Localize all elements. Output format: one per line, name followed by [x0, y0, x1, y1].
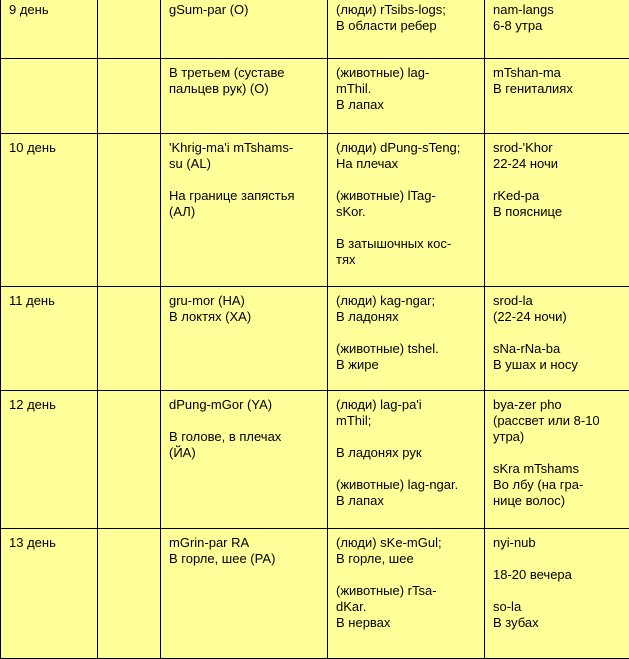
- cell-text: 11 день: [9, 293, 93, 309]
- cell-empty: [98, 529, 161, 659]
- cell-col5: [485, 59, 629, 134]
- paragraph-gap: [336, 429, 480, 445]
- cell-text-line: sKra mTshams: [493, 461, 625, 477]
- cell-day: [1, 529, 98, 659]
- cell-text-line: srod-la: [493, 293, 625, 309]
- cell-col4: [328, 134, 485, 287]
- paragraph-gap: [169, 172, 323, 188]
- paragraph-gap: [169, 413, 323, 429]
- cell-empty: [98, 391, 161, 529]
- cell-text-line: sKor.: [336, 204, 480, 220]
- cell-text-line: su (AL): [169, 156, 323, 172]
- cell-text-line: nyi-nub: [493, 535, 625, 551]
- cell-day: [1, 287, 98, 391]
- cell-text-line: В горле, шее (РА): [169, 551, 323, 567]
- cell-text-line: (рассвет или 8-10: [493, 413, 625, 429]
- cell-text-line: В локтях (ХА): [169, 309, 323, 325]
- table-row: [1, 0, 629, 59]
- cell-text: 13 день: [9, 535, 93, 551]
- cell-day: [1, 0, 98, 59]
- table-row: [1, 134, 629, 287]
- cell-day: [1, 391, 98, 529]
- cell-col3: [161, 0, 328, 59]
- cell-text-line: dKar.: [336, 599, 480, 615]
- cell-text-line: В голове, в плечах: [169, 429, 323, 445]
- cell-text-line: mThil;: [336, 413, 480, 429]
- cell-text-line: 'Khrig-ma'i mTshams-: [169, 140, 323, 156]
- cell-text-line: gru-mor (HA): [169, 293, 323, 309]
- cell-text: 12 день: [9, 397, 93, 413]
- cell-text-line: Во лбу (на гра-: [493, 477, 625, 493]
- cell-col5: [485, 287, 629, 391]
- cell-text-line: В нервах: [336, 615, 480, 631]
- cell-text-line: (животные) tshel.: [336, 341, 480, 357]
- paragraph-gap: [336, 567, 480, 583]
- cell-text-line: В области ребер: [336, 18, 480, 34]
- cell-text-line: нице волос): [493, 493, 625, 509]
- cell-col3: [161, 134, 328, 287]
- cell-col4: [328, 59, 485, 134]
- cell-text-line: nam-langs: [493, 2, 625, 18]
- cell-day: [1, 59, 98, 134]
- table-row: [1, 529, 629, 659]
- paragraph-gap: [336, 220, 480, 236]
- cell-text-line: В ушах и носу: [493, 357, 625, 373]
- cell-col4: [328, 287, 485, 391]
- cell-col4: [328, 0, 485, 59]
- cell-text-line: (животные) lag-: [336, 65, 480, 81]
- cell-text-line: (люди) rTsibs-logs;: [336, 2, 480, 18]
- paragraph-gap: [336, 325, 480, 341]
- cell-text-line: В гениталиях: [493, 81, 625, 97]
- cell-text: 9 день: [9, 2, 93, 18]
- cell-text-line: (люди) kag-ngar;: [336, 293, 480, 309]
- cell-text-line: (АЛ): [169, 204, 323, 220]
- cell-text-line: (животные) lag-ngar.: [336, 477, 480, 493]
- cell-col3: [161, 287, 328, 391]
- cell-col5: [485, 529, 629, 659]
- cell-text-line: На границе запястья: [169, 188, 323, 204]
- cell-text-line: В лапах: [336, 493, 480, 509]
- cell-text-line: В зубах: [493, 615, 625, 631]
- cell-text-line: gSum-par (O): [169, 2, 323, 18]
- cell-text-line: пальцев рук) (O): [169, 81, 323, 97]
- cell-text-line: утра): [493, 429, 625, 445]
- cell-text-line: (животные) lTag-: [336, 188, 480, 204]
- cell-text-line: В горле, шее: [336, 551, 480, 567]
- cell-text-line: mTshan-ma: [493, 65, 625, 81]
- cell-text-line: В ладонях рук: [336, 445, 480, 461]
- cell-text-line: На плечах: [336, 156, 480, 172]
- cell-text-line: dPung-mGor (YA): [169, 397, 323, 413]
- cell-text-line: srod-'Khor: [493, 140, 625, 156]
- cell-text-line: (ЙА): [169, 445, 323, 461]
- cell-col5: [485, 134, 629, 287]
- paragraph-gap: [493, 551, 625, 567]
- cell-text-line: sNa-rNa-ba: [493, 341, 625, 357]
- cell-text-line: mGrin-par RA: [169, 535, 323, 551]
- cell-empty: [98, 134, 161, 287]
- cell-text-line: 6-8 утра: [493, 18, 625, 34]
- paragraph-gap: [493, 325, 625, 341]
- cell-text-line: В жире: [336, 357, 480, 373]
- cell-text-line: В затышочных кос-: [336, 236, 480, 252]
- cell-text-line: 22-24 ночи: [493, 156, 625, 172]
- cell-text-line: mThil.: [336, 81, 480, 97]
- paragraph-gap: [493, 583, 625, 599]
- cell-col3: [161, 529, 328, 659]
- cell-text-line: (22-24 ночи): [493, 309, 625, 325]
- cell-text-line: rKed-pa: [493, 188, 625, 204]
- cell-col3: [161, 59, 328, 134]
- cell-text: 10 день: [9, 140, 93, 156]
- table-row: [1, 287, 629, 391]
- cell-text-line: В ладонях: [336, 309, 480, 325]
- table-row: [1, 59, 629, 134]
- cell-empty: [98, 0, 161, 59]
- cell-empty: [98, 287, 161, 391]
- cell-text-line: (люди) lag-pa'i: [336, 397, 480, 413]
- cell-text-line: (люди) sKe-mGul;: [336, 535, 480, 551]
- cell-col5: [485, 0, 629, 59]
- cell-text-line: (животные) rTsa-: [336, 583, 480, 599]
- cell-col5: [485, 391, 629, 529]
- paragraph-gap: [493, 445, 625, 461]
- paragraph-gap: [336, 172, 480, 188]
- cell-col3: [161, 391, 328, 529]
- cell-col4: [328, 529, 485, 659]
- cell-col4: [328, 391, 485, 529]
- paragraph-gap: [493, 172, 625, 188]
- cell-text-line: 18-20 вечера: [493, 567, 625, 583]
- cell-text-line: В лапах: [336, 97, 480, 113]
- paragraph-gap: [336, 461, 480, 477]
- cell-text-line: тях: [336, 252, 480, 268]
- cell-day: [1, 134, 98, 287]
- cell-text-line: В пояснице: [493, 204, 625, 220]
- cell-empty: [98, 59, 161, 134]
- cell-text-line: В третьем (суставе: [169, 65, 323, 81]
- cell-text-line: so-la: [493, 599, 625, 615]
- table-row: [1, 391, 629, 529]
- cell-text-line: bya-zer pho: [493, 397, 625, 413]
- cell-text-line: (люди) dPung-sTeng;: [336, 140, 480, 156]
